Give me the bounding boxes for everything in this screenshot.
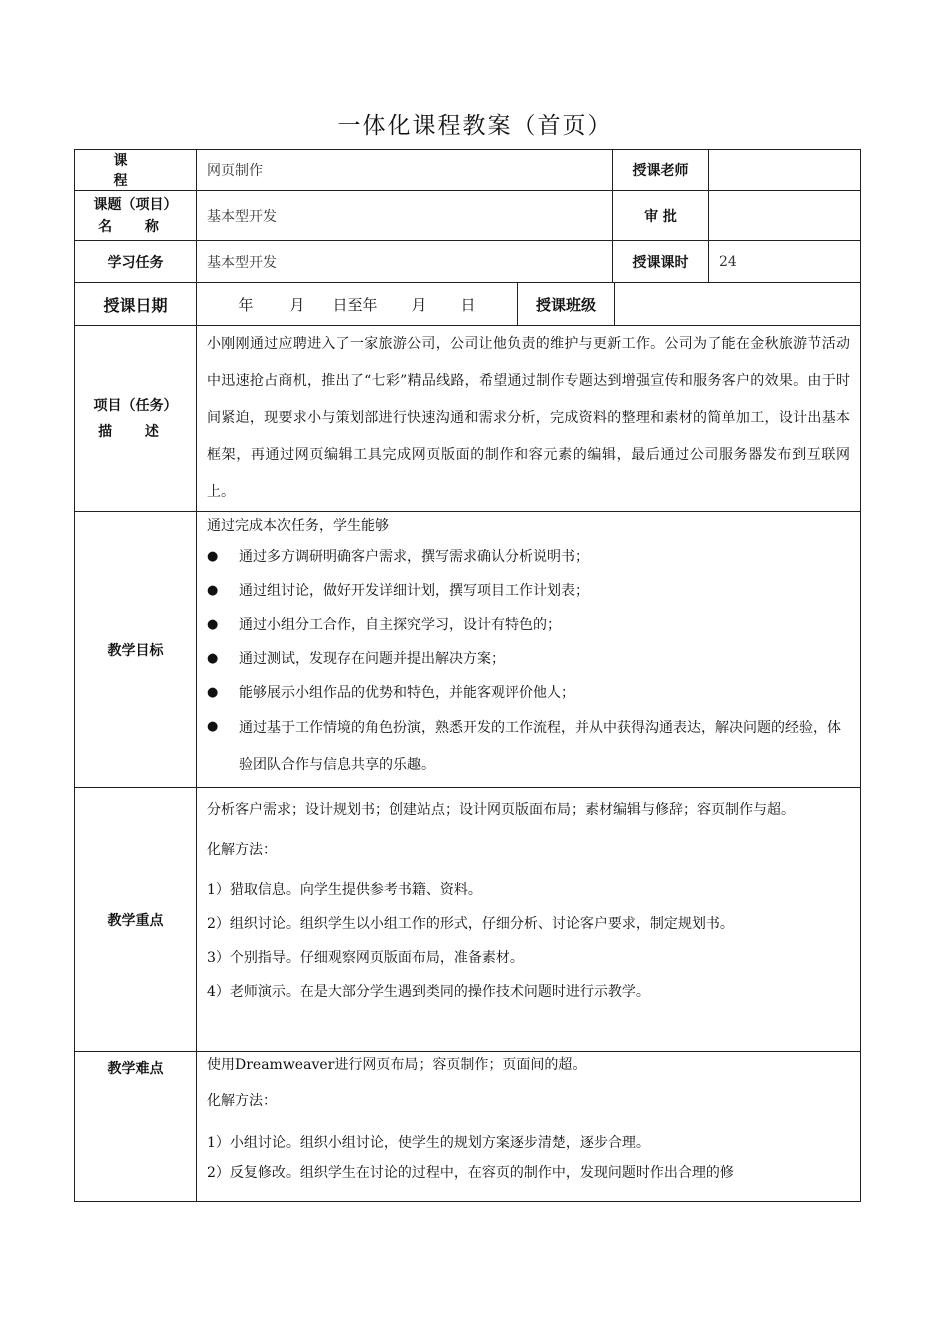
difficulty-label: 教学难点 bbox=[75, 1052, 197, 1202]
row-project bbox=[75, 326, 861, 512]
goals-content bbox=[197, 512, 861, 788]
topic-value: 基本型开发 bbox=[197, 191, 613, 241]
teacher-label: 授课老师 bbox=[613, 150, 709, 191]
hours-label: 授课课时 bbox=[613, 241, 709, 283]
goals-intro: 通过完成本次任务，学生能够 bbox=[207, 518, 389, 534]
document-title: 一体化课程教案（首页） bbox=[337, 113, 613, 139]
focus-label: 教学重点 bbox=[75, 788, 197, 1052]
goal-item: ● 通过组讨论，做好开发详细计划，撰写项目工作计划表； bbox=[207, 583, 589, 599]
difficulty-method: 2）反复修改。组织学生在讨论的过程中，在容页的制作中，发现问题时作出合理的修 bbox=[207, 1165, 734, 1181]
goal-item: ● 通过基于工作情境的角色扮演，熟悉开发的工作流程，并从中获得沟通表达，解决问题的经验，体验团队合作与信息共享的乐趣。 bbox=[207, 719, 841, 773]
difficulty-method-label: 化解方法： bbox=[207, 1093, 277, 1109]
class-value bbox=[615, 283, 860, 325]
task-value: 基本型开发 bbox=[197, 241, 613, 283]
course-label: 课 程 bbox=[75, 150, 197, 191]
focus-method: 1）猎取信息。向学生提供参考书籍、资料。 bbox=[207, 882, 482, 898]
project-label: 项目（任务） 描 述 bbox=[75, 326, 197, 512]
date-cell bbox=[197, 283, 861, 326]
difficulty-text: 使用Dreamweaver进行网页布局；容页制作；页面间的超。 bbox=[207, 1057, 587, 1073]
row-course bbox=[75, 150, 861, 191]
approve-value bbox=[709, 191, 861, 241]
course-value: 网页制作 bbox=[197, 150, 613, 191]
row-topic bbox=[75, 191, 861, 241]
difficulty-method: 1）小组讨论。组织小组讨论，使学生的规划方案逐步清楚，逐步合理。 bbox=[207, 1135, 650, 1151]
teacher-value bbox=[709, 150, 861, 191]
goal-item: ● 能够展示小组作品的优势和特色，并能客观评价他人； bbox=[207, 685, 575, 701]
date-range: 年 月 日至年 月 日 bbox=[238, 295, 476, 314]
difficulty-content bbox=[197, 1052, 861, 1202]
goal-item: ● 通过多方调研明确客户需求，撰写需求确认分析说明书； bbox=[207, 549, 589, 565]
focus-method: 3）个别指导。仔细观察网页版面布局，准备素材。 bbox=[207, 950, 524, 966]
goal-item: ● 通过小组分工合作，自主探究学习，设计有特色的； bbox=[207, 617, 561, 633]
focus-method: 2）组织讨论。组织学生以小组工作的形式，仔细分析、讨论客户要求，制定规划书。 bbox=[207, 916, 734, 932]
row-date bbox=[75, 283, 861, 326]
date-label: 授课日期 bbox=[75, 283, 197, 326]
focus-method: 4）老师演示。在是大部分学生遇到类同的操作技术问题时进行示教学。 bbox=[207, 984, 650, 1000]
goal-item: ● 通过测试，发现存在问题并提出解决方案； bbox=[207, 651, 505, 667]
topic-label: 课题（项目） 名 称 bbox=[75, 191, 197, 241]
lesson-plan-table bbox=[74, 149, 861, 1202]
project-description: 小刚刚通过应聘进入了一家旅游公司，公司让他负责的维护与更新工作。公司为了能在金秋旅游节活动中迅速抢占商机，推出了“七彩”精品线路，希望通过制作专题达到增强宣传和服务客户的效果。由于时间紧迫，现要求小与策划部进行快速沟通和需求分析，完成资料的整理和素材的简单加工，设计出基本框架，再通过网页编辑工具完成网页版面的制作和容元素的编辑，最后通过公司服务器发布到互联网上。 bbox=[197, 326, 861, 512]
row-goals bbox=[75, 512, 861, 788]
row-difficulty bbox=[75, 1052, 861, 1202]
class-label: 授课班级 bbox=[517, 283, 615, 325]
focus-text: 分析客户需求；设计规划书；创建站点；设计网页版面布局；素材编辑与修辞；容页制作与超。 bbox=[207, 802, 795, 818]
row-task bbox=[75, 241, 861, 283]
focus-content bbox=[197, 788, 861, 1052]
task-label: 学习任务 bbox=[75, 241, 197, 283]
approve-label: 审 批 bbox=[613, 191, 709, 241]
hours-value: 24 bbox=[709, 241, 861, 283]
focus-method-label: 化解方法： bbox=[207, 842, 277, 858]
goals-label: 教学目标 bbox=[75, 512, 197, 788]
row-focus bbox=[75, 788, 861, 1052]
